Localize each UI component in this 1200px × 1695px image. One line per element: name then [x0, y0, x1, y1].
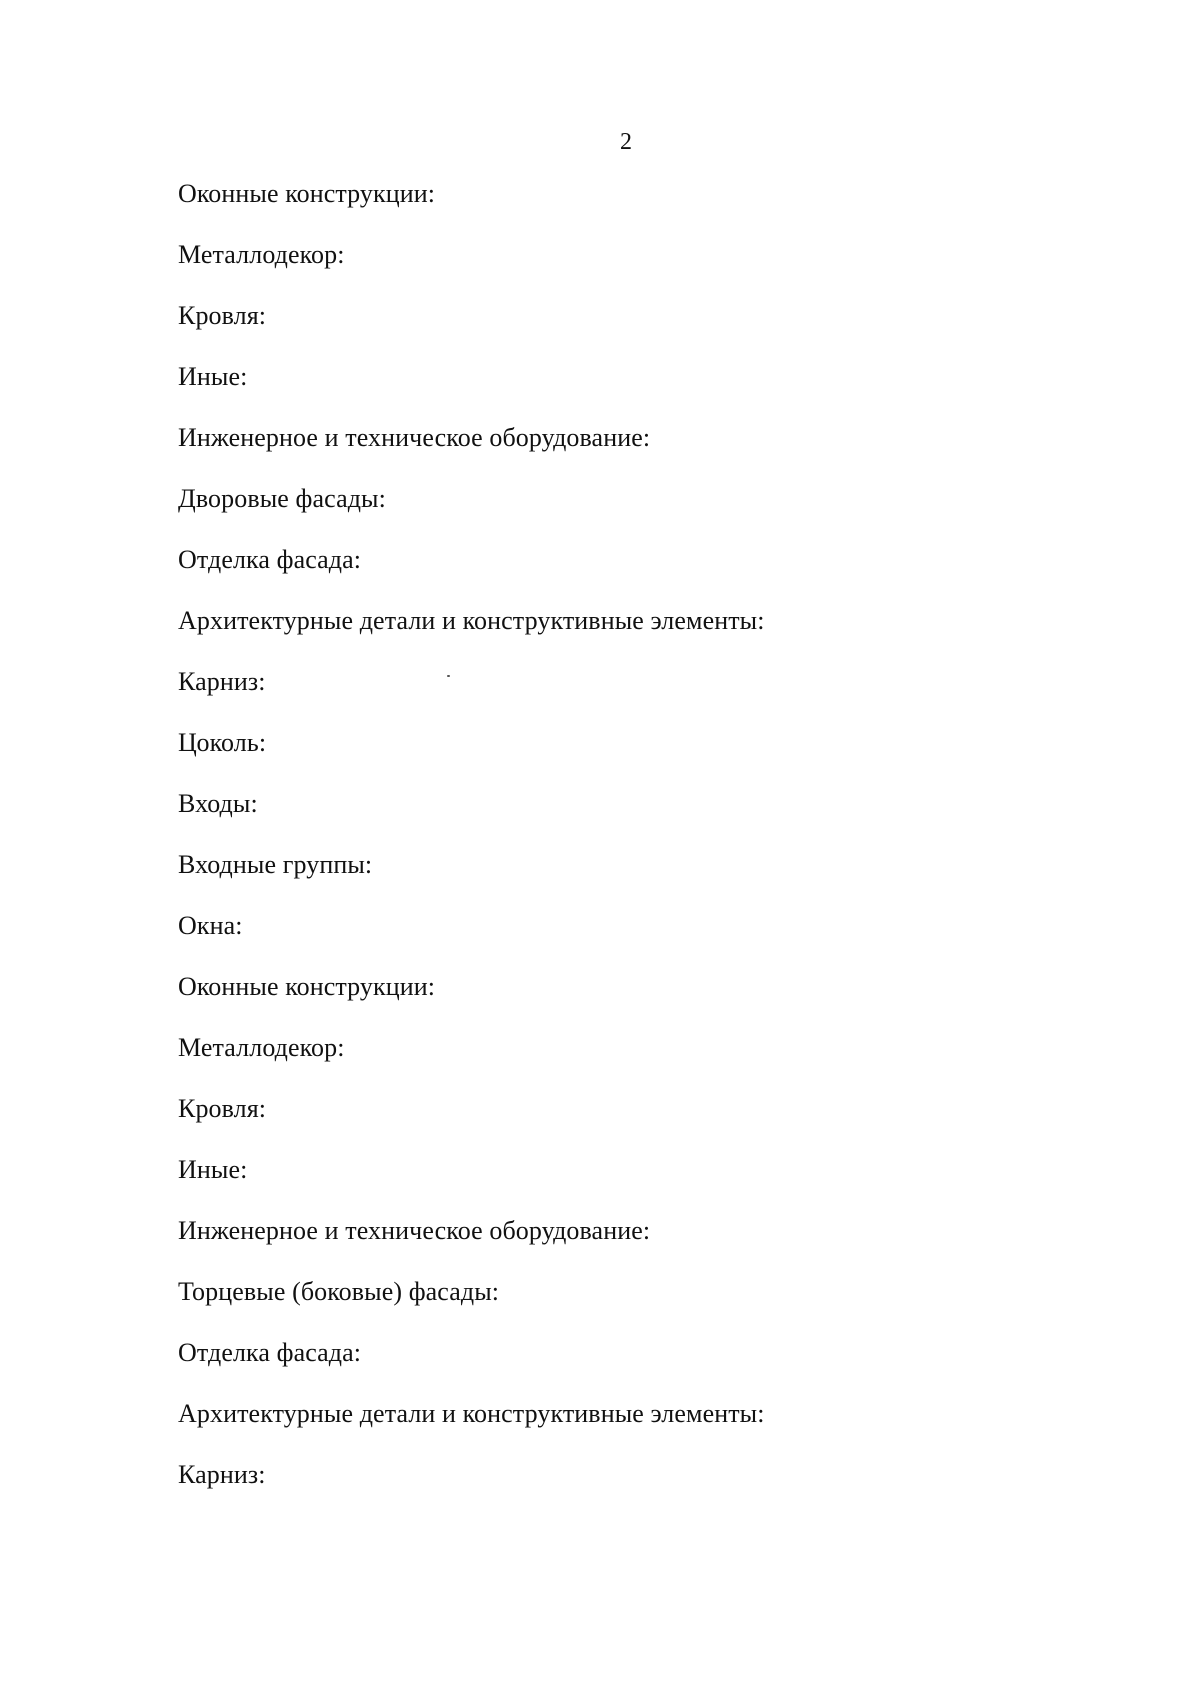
field-label-other: Иные: — [178, 362, 248, 391]
field-list — [178, 178, 1078, 1520]
field-label-cornice: Карниз: — [178, 667, 266, 696]
field-label-cornice: Карниз: — [178, 1460, 266, 1489]
field-label-entrances: Входы: — [178, 789, 258, 818]
field-label-roof: Кровля: — [178, 301, 267, 330]
section-heading-side-facades: Торцевые (боковые) фасады: — [178, 1277, 500, 1306]
field-label-engineering-equipment: Инженерное и техническое оборудование: — [178, 423, 651, 452]
field-label-windows: Окна: — [178, 911, 243, 940]
section-heading-courtyard-facades: Дворовые фасады: — [178, 484, 386, 513]
field-label-plinth: Цоколь: — [178, 728, 267, 757]
field-label-architectural-details: Архитектурные детали и конструктивные элементы: — [178, 1399, 765, 1428]
field-label-facade-finish: Отделка фасада: — [178, 545, 362, 574]
field-label-window-structures: Оконные конструкции: — [178, 972, 436, 1001]
field-label-engineering-equipment: Инженерное и техническое оборудование: — [178, 1216, 651, 1245]
scan-speck — [447, 675, 450, 677]
field-label-architectural-details: Архитектурные детали и конструктивные элементы: — [178, 606, 765, 635]
page-number: 2 — [620, 129, 632, 155]
field-label-window-structures: Оконные конструкции: — [178, 179, 436, 208]
field-label-roof: Кровля: — [178, 1094, 267, 1123]
field-label-facade-finish: Отделка фасада: — [178, 1338, 362, 1367]
field-label-other: Иные: — [178, 1155, 248, 1184]
field-label-entrance-groups: Входные группы: — [178, 850, 373, 879]
field-label-metal-decor: Металлодекор: — [178, 240, 345, 269]
field-label-metal-decor: Металлодекор: — [178, 1033, 345, 1062]
